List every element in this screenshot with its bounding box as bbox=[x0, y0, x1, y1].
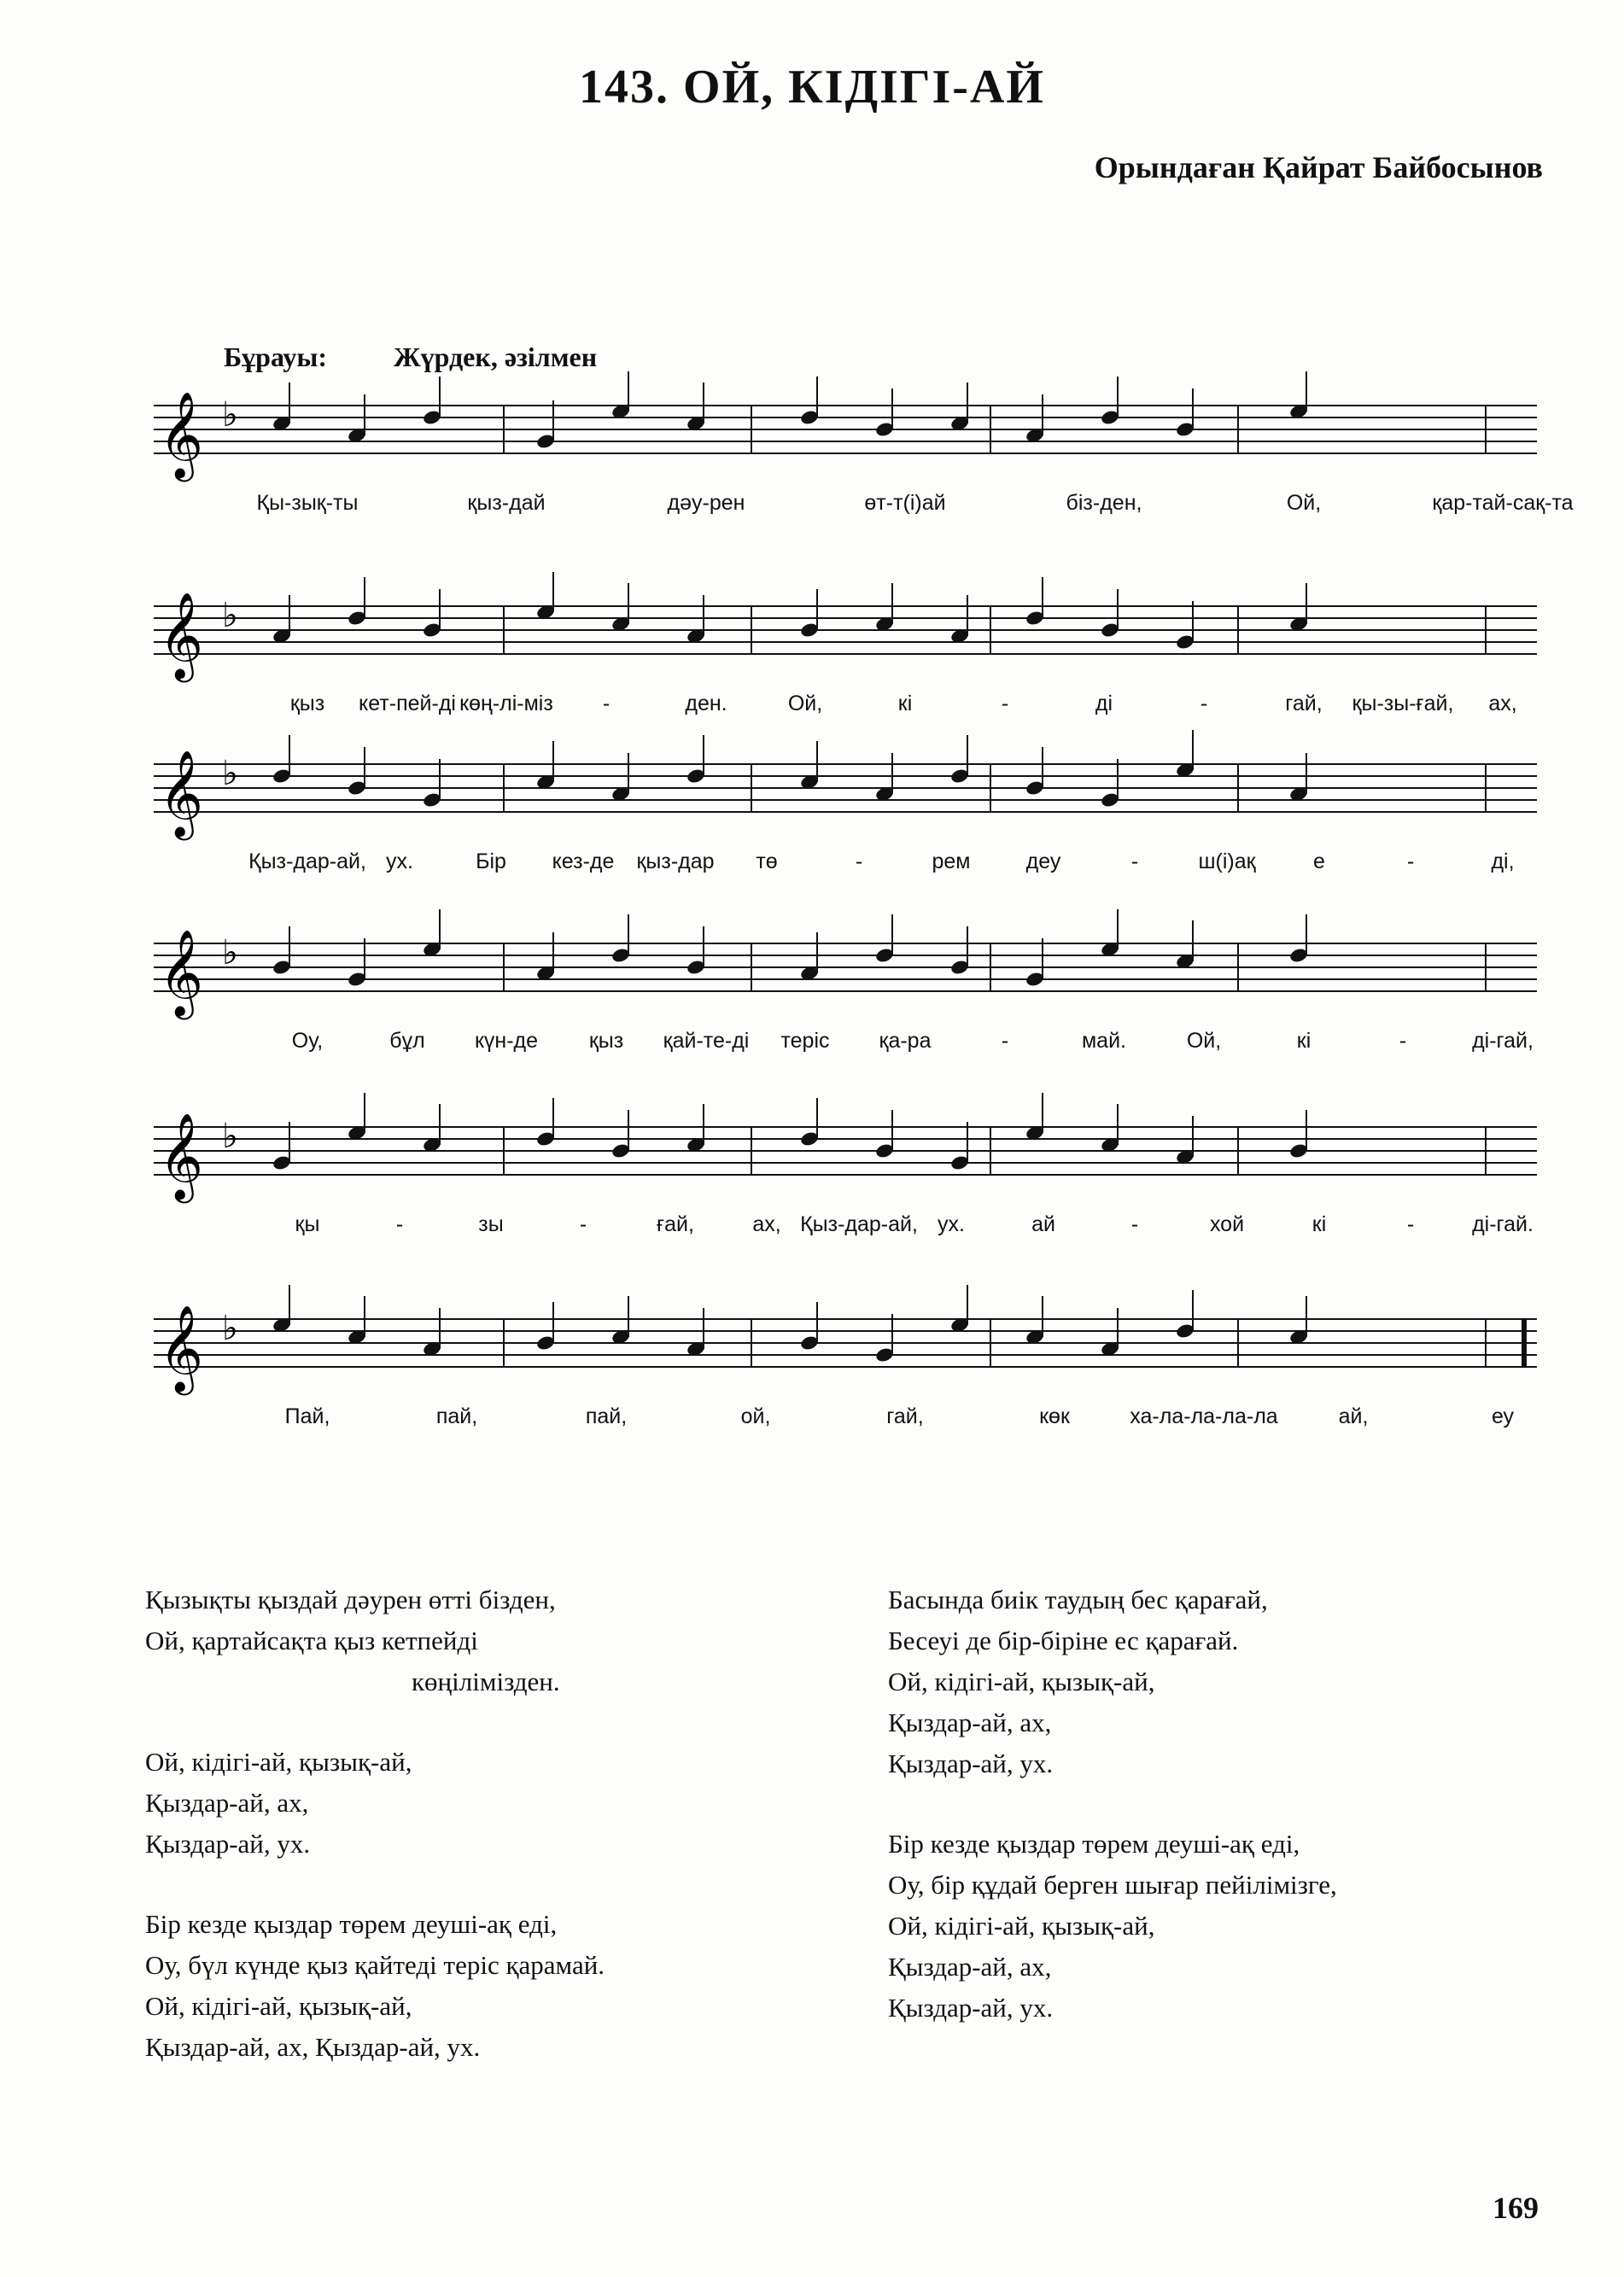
lyric-syllable: күн-де bbox=[474, 1029, 539, 1053]
staff-system-3 bbox=[154, 730, 1537, 892]
verse-line: Қыздар-ай, ах, bbox=[888, 1708, 1052, 1737]
tempo-marking: Жүрдек, әзілмен bbox=[393, 342, 598, 372]
lyric-syllable: - bbox=[1200, 692, 1208, 715]
verse-line: Ой, кідігі-ай, қызық-ай, bbox=[145, 1991, 412, 2021]
flat-sign-icon: ♭ bbox=[222, 395, 238, 435]
lyric-syllable: гай, bbox=[886, 1404, 924, 1428]
lyric-syllable: ғай, bbox=[657, 1212, 694, 1236]
lyric-syllable: ай bbox=[1031, 1212, 1055, 1236]
lyric-syllable: - bbox=[1406, 1212, 1415, 1236]
lyric-syllable: қыз bbox=[588, 1029, 624, 1053]
verse-3 bbox=[888, 1579, 1554, 1784]
verse-line: Ой, қартайсақта қыз кетпейді bbox=[145, 1626, 478, 1655]
verse-4 bbox=[888, 1824, 1554, 2029]
verse-line: Ой, кідігі-ай, қызық-ай, bbox=[888, 1667, 1155, 1696]
lyrics-line bbox=[154, 1212, 1537, 1247]
lyric-syllable: хой bbox=[1209, 1212, 1245, 1236]
flat-sign-icon: ♭ bbox=[222, 933, 238, 972]
verse-line: Қызықты қыздай дəурен өтті бізден, bbox=[145, 1585, 556, 1614]
verse-1 bbox=[145, 1579, 845, 1702]
lyric-syllable: - bbox=[579, 1212, 587, 1236]
lyric-syllable: қыз bbox=[289, 692, 325, 715]
lyric-syllable: кет-пей-ді bbox=[359, 692, 456, 715]
verse-line: Қыздар-ай, ах, bbox=[145, 1788, 309, 1818]
lyric-syllable: ой, bbox=[740, 1404, 771, 1428]
lyric-syllable: қы-зы-ғай, bbox=[1352, 692, 1454, 715]
lyric-syllable: еу bbox=[1491, 1404, 1515, 1428]
verse-line: Ой, кідігі-ай, қызық-ай, bbox=[145, 1747, 412, 1777]
performer-credit: Орындаған Қайрат Байбосынов bbox=[1094, 150, 1543, 184]
lyric-syllable: көң-лі-міз bbox=[459, 692, 553, 715]
lyric-syllable: ді-гай, bbox=[1472, 1029, 1533, 1053]
flat-sign-icon: ♭ bbox=[222, 754, 238, 793]
treble-clef-icon: 𝄞 bbox=[159, 749, 204, 837]
staff-system-6 bbox=[154, 1285, 1537, 1447]
staff-svg bbox=[154, 1093, 1537, 1212]
lyric-syllable: - bbox=[1001, 1029, 1009, 1053]
lyric-syllable: пай, bbox=[435, 1404, 478, 1428]
lyric-syllable: ух. bbox=[938, 1212, 965, 1236]
lyric-syllable: дəу-рен bbox=[667, 491, 745, 515]
verse-line: Бесеуі де бір-біріне ес қарағай. bbox=[888, 1626, 1239, 1655]
staff-svg bbox=[154, 1285, 1537, 1404]
flat-sign-icon: ♭ bbox=[222, 1117, 238, 1156]
song-title: 143. ОЙ, КІДІГІ-АЙ bbox=[579, 61, 1045, 114]
verse-line: Бір кезде қыздар төрем деуші-ақ еді, bbox=[145, 1909, 558, 1939]
verse-line: Ой, кідігі-ай, қызық-ай, bbox=[888, 1911, 1155, 1941]
lyric-syllable: Бір bbox=[476, 849, 506, 873]
lyric-syllable: ш(і)ақ bbox=[1198, 849, 1256, 873]
lyric-syllable: біз-ден, bbox=[1066, 491, 1142, 515]
verses-right-column bbox=[888, 1579, 1554, 2068]
lyric-syllable: кез-де bbox=[552, 849, 615, 873]
verse-line: Бір кезде қыздар төрем деуші-ақ еді, bbox=[888, 1829, 1300, 1859]
staff-system-1 bbox=[154, 371, 1574, 534]
flat-sign-icon: ♭ bbox=[222, 596, 238, 635]
verse-line: Оу, бір құдай берген шығар пейілімізге, bbox=[888, 1870, 1337, 1900]
lyric-syllable: көк bbox=[1039, 1404, 1070, 1428]
lyric-syllable: - bbox=[1130, 849, 1139, 873]
lyric-syllable: Ой, bbox=[1186, 1029, 1222, 1053]
staff-svg bbox=[154, 572, 1537, 692]
lyric-syllable: - bbox=[1130, 1212, 1139, 1236]
lyric-syllable: ах, bbox=[752, 1212, 781, 1236]
lyric-syllable: - bbox=[1399, 1029, 1407, 1053]
staff-svg bbox=[154, 371, 1537, 491]
treble-clef-icon: 𝄞 bbox=[159, 928, 204, 1016]
lyric-syllable: е bbox=[1313, 849, 1325, 873]
verse-line: көңілімізден. bbox=[412, 1667, 560, 1696]
lyric-syllable: ах, bbox=[1488, 692, 1517, 715]
lyric-syllable: Оу, bbox=[291, 1029, 324, 1053]
lyric-syllable: Қыз-дар-ай, bbox=[248, 849, 366, 873]
flat-sign-icon: ♭ bbox=[222, 1309, 238, 1348]
lyric-syllable: зы bbox=[478, 1212, 504, 1236]
treble-clef-icon: 𝄞 bbox=[159, 1304, 204, 1392]
lyric-syllable: Пай, bbox=[284, 1404, 330, 1428]
lyric-syllable: Қыз-дар-ай, bbox=[800, 1212, 918, 1236]
lyric-syllable: май. bbox=[1081, 1029, 1127, 1053]
lyrics-line bbox=[154, 491, 1574, 525]
verses-left-column bbox=[145, 1579, 845, 2107]
lyric-syllable: қыз-дар bbox=[636, 849, 715, 873]
lyric-syllable: ді, bbox=[1491, 849, 1515, 873]
staff-system-2 bbox=[154, 572, 1537, 734]
treble-clef-icon: 𝄞 bbox=[159, 591, 204, 679]
lyrics-line bbox=[154, 692, 1537, 726]
staff-svg bbox=[154, 730, 1537, 849]
lyric-syllable: - bbox=[395, 1212, 404, 1236]
lyric-syllable: қы bbox=[295, 1212, 320, 1236]
staff-system-4 bbox=[154, 909, 1537, 1071]
lyric-syllable: пай, bbox=[585, 1404, 628, 1428]
staff-svg bbox=[154, 909, 1537, 1029]
staff-system-5 bbox=[154, 1093, 1537, 1255]
verse-chorus bbox=[145, 1742, 845, 1865]
lyric-syllable: - bbox=[602, 692, 610, 715]
verse-line: Қыздар-ай, ух. bbox=[145, 1829, 311, 1859]
lyric-syllable: кі bbox=[1296, 1029, 1311, 1053]
lyric-syllable: ух. bbox=[386, 849, 413, 873]
lyric-syllable: кі bbox=[897, 692, 913, 715]
lyrics-line bbox=[154, 1404, 1537, 1439]
verse-line: Басында биік таудың бес қарағай, bbox=[888, 1585, 1268, 1614]
lyric-syllable: деу bbox=[1025, 849, 1061, 873]
lyric-syllable: қа-ра bbox=[879, 1029, 932, 1053]
lyric-syllable: ді bbox=[1095, 692, 1113, 715]
lyric-syllable: қай-те-ді bbox=[663, 1029, 750, 1053]
verse-line: Оу, бүл күнде қыз қайтеді теріс қарамай. bbox=[145, 1950, 605, 1980]
lyric-syllable: ді-гай. bbox=[1472, 1212, 1533, 1236]
tuning-label: Бұрауы: bbox=[224, 342, 327, 372]
verse-line: Қыздар-ай, ух. bbox=[888, 1993, 1054, 2023]
lyric-syllable: бұл bbox=[389, 1029, 425, 1053]
verse-line: Қыздар-ай, ах, bbox=[888, 1952, 1052, 1982]
lyric-syllable: қар-тай-сақ-та bbox=[1432, 491, 1574, 515]
lyric-syllable: - bbox=[1406, 849, 1415, 873]
lyric-syllable: өт-т(і)ай bbox=[864, 491, 946, 515]
lyric-syllable: рем bbox=[932, 849, 971, 873]
lyric-syllable: ден. bbox=[685, 692, 727, 715]
treble-clef-icon: 𝄞 bbox=[159, 390, 204, 478]
lyric-syllable: қыз-дай bbox=[467, 491, 546, 515]
lyric-syllable: теріс bbox=[780, 1029, 830, 1053]
tuning-tempo-line bbox=[224, 342, 597, 373]
lyric-syllable: гай, bbox=[1285, 692, 1323, 715]
lyric-syllable: - bbox=[1001, 692, 1009, 715]
verse-line: Қыздар-ай, ах, Қыздар-ай, ух. bbox=[145, 2032, 481, 2062]
lyric-syllable: ха-ла-ла-ла-ла bbox=[1130, 1404, 1278, 1428]
lyric-syllable: Ой, bbox=[787, 692, 823, 715]
lyric-syllable: тө bbox=[756, 849, 778, 873]
lyric-syllable: Ой, bbox=[1286, 491, 1322, 515]
lyric-syllable: кі bbox=[1311, 1212, 1327, 1236]
lyric-syllable: - bbox=[855, 849, 863, 873]
treble-clef-icon: 𝄞 bbox=[159, 1112, 204, 1200]
page-number: 169 bbox=[1493, 2191, 1539, 2225]
verse-2 bbox=[145, 1904, 845, 2068]
lyric-syllable: ай, bbox=[1338, 1404, 1369, 1428]
lyric-syllable: Қы-зық-ты bbox=[256, 491, 359, 515]
verse-line: Қыздар-ай, ух. bbox=[888, 1749, 1054, 1778]
lyrics-line bbox=[154, 849, 1537, 884]
lyrics-line bbox=[154, 1029, 1537, 1063]
